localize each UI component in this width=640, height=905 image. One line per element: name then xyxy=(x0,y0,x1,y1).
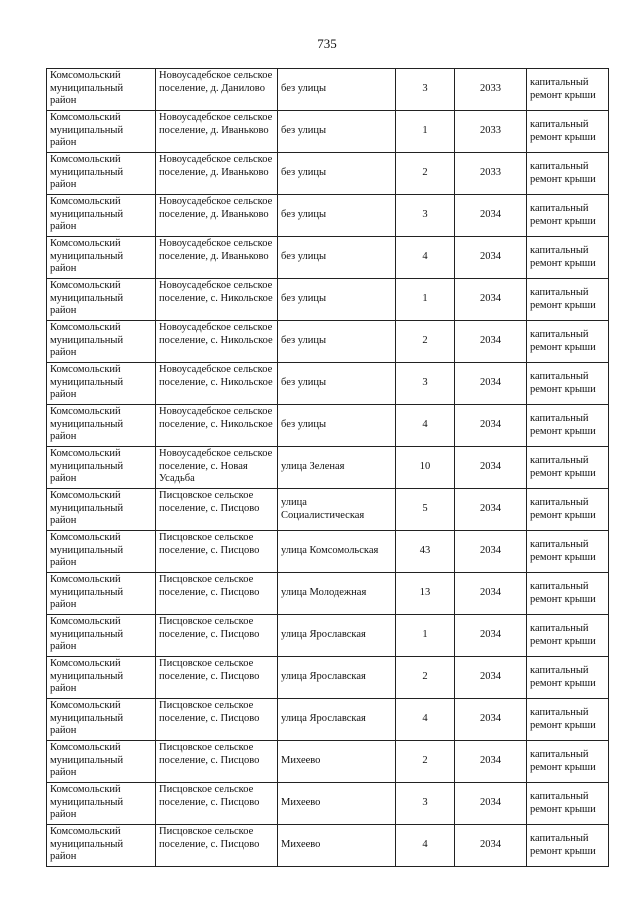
house-number-cell: 3 xyxy=(396,363,455,405)
settlement-cell: Новоусадебское сельское поселение, д. Иваньково xyxy=(156,111,278,153)
settlement-cell: Писцовское сельское поселение, с. Писцово xyxy=(156,615,278,657)
house-number-cell: 2 xyxy=(396,153,455,195)
street-cell: без улицы xyxy=(278,279,396,321)
house-number-cell: 1 xyxy=(396,111,455,153)
work-type-cell: капитальный ремонт крыши xyxy=(527,657,609,699)
table-row xyxy=(47,69,609,111)
street-cell: Михеево xyxy=(278,783,396,825)
year-cell: 2034 xyxy=(455,657,527,699)
street-cell: улица Ярославская xyxy=(278,657,396,699)
table-row xyxy=(47,825,609,867)
settlement-cell: Новоусадебское сельское поселение, д. Даниловo xyxy=(156,69,278,111)
district-cell: Комсомольский муниципальный район xyxy=(47,825,156,867)
table-row xyxy=(47,363,609,405)
table-row xyxy=(47,489,609,531)
work-type-cell: капитальный ремонт крыши xyxy=(527,405,609,447)
settlement-cell: Писцовское сельское поселение, с. Писцово xyxy=(156,783,278,825)
street-cell: улица Молодежная xyxy=(278,573,396,615)
work-type-cell: капитальный ремонт крыши xyxy=(527,111,609,153)
settlement-cell: Писцовское сельское поселение, с. Писцово xyxy=(156,741,278,783)
table-row xyxy=(47,573,609,615)
district-cell: Комсомольский муниципальный район xyxy=(47,153,156,195)
work-type-cell: капитальный ремонт крыши xyxy=(527,195,609,237)
table-row xyxy=(47,447,609,489)
house-number-cell: 3 xyxy=(396,783,455,825)
street-cell: без улицы xyxy=(278,153,396,195)
table-row xyxy=(47,615,609,657)
table-row xyxy=(47,279,609,321)
house-number-cell: 1 xyxy=(396,279,455,321)
district-cell: Комсомольский муниципальный район xyxy=(47,111,156,153)
table-row xyxy=(47,657,609,699)
settlement-cell: Писцовское сельское поселение, с. Писцово xyxy=(156,657,278,699)
year-cell: 2034 xyxy=(455,573,527,615)
settlement-cell: Новоусадебское сельское поселение, с. Новая Усадьба xyxy=(156,447,278,489)
house-number-cell: 4 xyxy=(396,405,455,447)
house-number-cell: 2 xyxy=(396,657,455,699)
district-cell: Комсомольский муниципальный район xyxy=(47,657,156,699)
work-type-cell: капитальный ремонт крыши xyxy=(527,615,609,657)
table-body xyxy=(47,69,609,867)
settlement-cell: Новоусадебское сельское поселение, с. Никольское xyxy=(156,279,278,321)
settlement-cell: Новоусадебское сельское поселение, с. Никольское xyxy=(156,363,278,405)
district-cell: Комсомольский муниципальный район xyxy=(47,615,156,657)
work-type-cell: капитальный ремонт крыши xyxy=(527,531,609,573)
year-cell: 2034 xyxy=(455,279,527,321)
street-cell: Михеево xyxy=(278,741,396,783)
table-row xyxy=(47,699,609,741)
year-cell: 2034 xyxy=(455,783,527,825)
year-cell: 2034 xyxy=(455,195,527,237)
settlement-cell: Писцовское сельское поселение, с. Писцово xyxy=(156,531,278,573)
district-cell: Комсомольский муниципальный район xyxy=(47,447,156,489)
table-row xyxy=(47,195,609,237)
work-type-cell: капитальный ремонт крыши xyxy=(527,237,609,279)
year-cell: 2033 xyxy=(455,69,527,111)
street-cell: без улицы xyxy=(278,363,396,405)
district-cell: Комсомольский муниципальный район xyxy=(47,405,156,447)
work-type-cell: капитальный ремонт крыши xyxy=(527,825,609,867)
year-cell: 2034 xyxy=(455,321,527,363)
district-cell: Комсомольский муниципальный район xyxy=(47,573,156,615)
house-number-cell: 5 xyxy=(396,489,455,531)
year-cell: 2034 xyxy=(455,447,527,489)
year-cell: 2033 xyxy=(455,111,527,153)
year-cell: 2034 xyxy=(455,615,527,657)
street-cell: Михеево xyxy=(278,825,396,867)
settlement-cell: Новоусадебское сельское поселение, д. Иваньково xyxy=(156,153,278,195)
table-row xyxy=(47,237,609,279)
table-row xyxy=(47,153,609,195)
house-number-cell: 4 xyxy=(396,699,455,741)
work-type-cell: капитальный ремонт крыши xyxy=(527,783,609,825)
house-number-cell: 4 xyxy=(396,825,455,867)
settlement-cell: Писцовское сельское поселение, с. Писцово xyxy=(156,573,278,615)
settlement-cell: Новоусадебское сельское поселение, д. Иваньково xyxy=(156,195,278,237)
work-type-cell: капитальный ремонт крыши xyxy=(527,573,609,615)
street-cell: улица Комсомольская xyxy=(278,531,396,573)
table-row xyxy=(47,783,609,825)
table-row xyxy=(47,405,609,447)
settlement-cell: Новоусадебское сельское поселение, с. Никольское xyxy=(156,321,278,363)
street-cell: без улицы xyxy=(278,321,396,363)
table-row xyxy=(47,111,609,153)
house-number-cell: 1 xyxy=(396,615,455,657)
street-cell: улица Зеленая xyxy=(278,447,396,489)
house-number-cell: 10 xyxy=(396,447,455,489)
year-cell: 2034 xyxy=(455,363,527,405)
district-cell: Комсомольский муниципальный район xyxy=(47,699,156,741)
year-cell: 2034 xyxy=(455,405,527,447)
district-cell: Комсомольский муниципальный район xyxy=(47,195,156,237)
year-cell: 2034 xyxy=(455,741,527,783)
work-type-cell: капитальный ремонт крыши xyxy=(527,489,609,531)
work-type-cell: капитальный ремонт крыши xyxy=(527,69,609,111)
street-cell: улица Ярославская xyxy=(278,699,396,741)
work-type-cell: капитальный ремонт крыши xyxy=(527,321,609,363)
street-cell: без улицы xyxy=(278,237,396,279)
district-cell: Комсомольский муниципальный район xyxy=(47,237,156,279)
page-number: 735 xyxy=(317,36,337,51)
work-type-cell: капитальный ремонт крыши xyxy=(527,699,609,741)
district-cell: Комсомольский муниципальный район xyxy=(47,69,156,111)
year-cell: 2034 xyxy=(455,825,527,867)
house-number-cell: 13 xyxy=(396,573,455,615)
year-cell: 2034 xyxy=(455,237,527,279)
work-type-cell: капитальный ремонт крыши xyxy=(527,447,609,489)
district-cell: Комсомольский муниципальный район xyxy=(47,741,156,783)
house-number-cell: 43 xyxy=(396,531,455,573)
table-row xyxy=(47,321,609,363)
house-number-cell: 2 xyxy=(396,321,455,363)
work-type-cell: капитальный ремонт крыши xyxy=(527,153,609,195)
district-cell: Комсомольский муниципальный район xyxy=(47,279,156,321)
settlement-cell: Писцовское сельское поселение, с. Писцово xyxy=(156,489,278,531)
table-row xyxy=(47,741,609,783)
year-cell: 2034 xyxy=(455,699,527,741)
table-row xyxy=(47,531,609,573)
house-number-cell: 3 xyxy=(396,195,455,237)
house-number-cell: 2 xyxy=(396,741,455,783)
street-cell: улица Социалистическая xyxy=(278,489,396,531)
street-cell: без улицы xyxy=(278,111,396,153)
house-number-cell: 3 xyxy=(396,69,455,111)
settlement-cell: Писцовское сельское поселение, с. Писцово xyxy=(156,699,278,741)
year-cell: 2034 xyxy=(455,531,527,573)
work-type-cell: капитальный ремонт крыши xyxy=(527,279,609,321)
repair-schedule-table xyxy=(46,68,609,867)
district-cell: Комсомольский муниципальный район xyxy=(47,363,156,405)
settlement-cell: Новоусадебское сельское поселение, с. Никольское xyxy=(156,405,278,447)
street-cell: без улицы xyxy=(278,405,396,447)
district-cell: Комсомольский муниципальный район xyxy=(47,321,156,363)
street-cell: без улицы xyxy=(278,69,396,111)
street-cell: без улицы xyxy=(278,195,396,237)
district-cell: Комсомольский муниципальный район xyxy=(47,489,156,531)
street-cell: улица Ярославская xyxy=(278,615,396,657)
house-number-cell: 4 xyxy=(396,237,455,279)
year-cell: 2033 xyxy=(455,153,527,195)
work-type-cell: капитальный ремонт крыши xyxy=(527,741,609,783)
work-type-cell: капитальный ремонт крыши xyxy=(527,363,609,405)
district-cell: Комсомольский муниципальный район xyxy=(47,783,156,825)
settlement-cell: Писцовское сельское поселение, с. Писцово xyxy=(156,825,278,867)
year-cell: 2034 xyxy=(455,489,527,531)
settlement-cell: Новоусадебское сельское поселение, д. Иваньково xyxy=(156,237,278,279)
district-cell: Комсомольский муниципальный район xyxy=(47,531,156,573)
